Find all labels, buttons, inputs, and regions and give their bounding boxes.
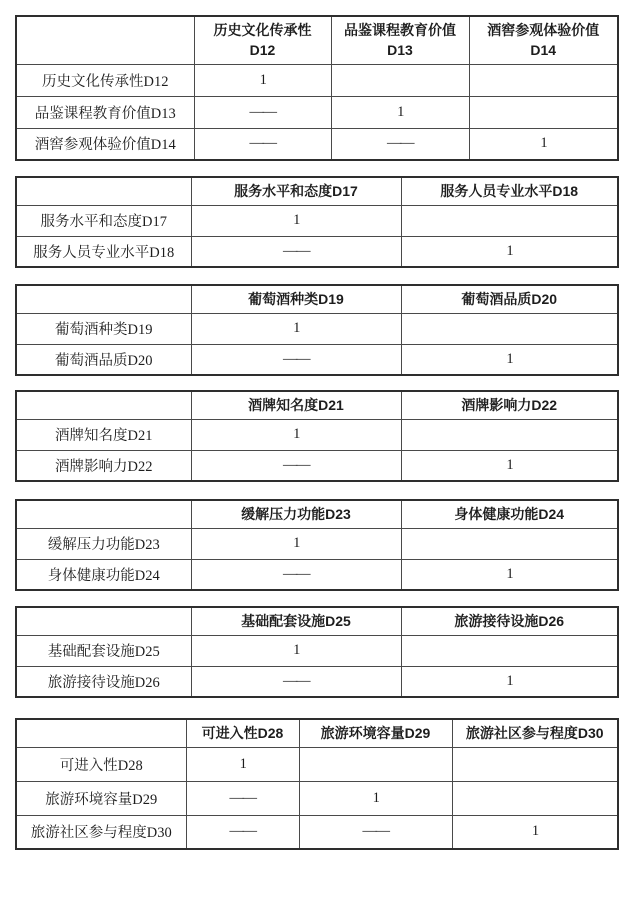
column-header <box>469 16 618 64</box>
matrix-cell: —— <box>331 128 469 160</box>
matrix-cell: 1 <box>191 528 401 559</box>
matrix-cell: 1 <box>401 344 618 375</box>
column-header <box>331 16 469 64</box>
table-row <box>16 419 618 450</box>
column-header-line: 品鉴课程教育价值 <box>344 22 456 39</box>
row-header: 历史文化传承性D12 <box>16 64 194 96</box>
column-header-line: D12 <box>249 42 276 59</box>
row-header: 酒牌知名度D21 <box>16 419 191 450</box>
column-header <box>194 16 331 64</box>
matrix-cell: —— <box>194 96 331 128</box>
row-header: 缓解压力功能D23 <box>16 528 191 559</box>
header-row <box>16 391 618 419</box>
header-row <box>16 285 618 313</box>
table-row <box>16 559 618 590</box>
table-row <box>16 635 618 666</box>
corner-cell <box>16 285 191 313</box>
matrix-cell: 1 <box>331 96 469 128</box>
corner-cell <box>16 500 191 528</box>
row-header: 葡萄酒品质D20 <box>16 344 191 375</box>
row-header: 酒牌影响力D22 <box>16 450 191 481</box>
row-header: 服务人员专业水平D18 <box>16 236 191 267</box>
column-header: 酒牌影响力D22 <box>401 391 618 419</box>
matrix-cell: 1 <box>299 781 452 815</box>
matrix-cell: —— <box>191 666 401 697</box>
matrix-cell: 1 <box>401 450 618 481</box>
column-header-line: 历史文化传承性 <box>213 22 312 39</box>
matrix-cell: —— <box>191 236 401 267</box>
matrix-cell: 1 <box>469 128 618 160</box>
page <box>0 15 632 850</box>
matrix-cell: —— <box>186 781 299 815</box>
matrix-cell: 1 <box>401 666 618 697</box>
row-header: 旅游环境容量D29 <box>16 781 186 815</box>
column-header: 可进入性D28 <box>186 719 299 747</box>
corner-cell <box>16 719 186 747</box>
row-header: 旅游社区参与程度D30 <box>16 815 186 849</box>
matrix-cell: —— <box>191 450 401 481</box>
column-header: 缓解压力功能D23 <box>191 500 401 528</box>
matrix-cell: 1 <box>401 559 618 590</box>
column-header: 身体健康功能D24 <box>401 500 618 528</box>
table-row <box>16 747 618 781</box>
header-row <box>16 500 618 528</box>
column-header: 酒牌知名度D21 <box>191 391 401 419</box>
table-row <box>16 313 618 344</box>
table-row <box>16 344 618 375</box>
matrix-cell: 1 <box>191 205 401 236</box>
matrix-cell: 1 <box>191 313 401 344</box>
table-row <box>16 128 618 160</box>
corner-cell <box>16 391 191 419</box>
matrix-cell <box>452 781 618 815</box>
matrix-cell: 1 <box>191 419 401 450</box>
matrix-cell <box>469 64 618 96</box>
matrix-cell: —— <box>191 344 401 375</box>
row-header: 服务水平和态度D17 <box>16 205 191 236</box>
row-header: 身体健康功能D24 <box>16 559 191 590</box>
table-row <box>16 450 618 481</box>
row-header: 基础配套设施D25 <box>16 635 191 666</box>
matrix-cell <box>401 635 618 666</box>
pairwise-matrix-d28-d30 <box>15 718 619 850</box>
column-header: 旅游环境容量D29 <box>299 719 452 747</box>
column-header: 基础配套设施D25 <box>191 607 401 635</box>
column-header: 葡萄酒品质D20 <box>401 285 618 313</box>
table-row <box>16 528 618 559</box>
matrix-cell <box>452 747 618 781</box>
column-header: 服务人员专业水平D18 <box>401 177 618 205</box>
corner-cell <box>16 16 194 64</box>
header-row <box>16 719 618 747</box>
table-row <box>16 64 618 96</box>
matrix-cell: —— <box>186 815 299 849</box>
matrix-cell: —— <box>191 559 401 590</box>
pairwise-matrix-d19-d20 <box>15 284 619 376</box>
pairwise-matrix-d12-d14 <box>15 15 619 161</box>
row-header: 品鉴课程教育价值D13 <box>16 96 194 128</box>
column-header: 服务水平和态度D17 <box>191 177 401 205</box>
pairwise-matrix-d25-d26 <box>15 606 619 698</box>
table-row <box>16 96 618 128</box>
matrix-cell <box>331 64 469 96</box>
matrix-cell: —— <box>194 128 331 160</box>
header-row <box>16 607 618 635</box>
matrix-cell: 1 <box>186 747 299 781</box>
table-row <box>16 236 618 267</box>
matrix-cell: 1 <box>452 815 618 849</box>
matrix-cell <box>469 96 618 128</box>
matrix-cell <box>401 205 618 236</box>
matrix-cell: 1 <box>191 635 401 666</box>
column-header: 旅游社区参与程度D30 <box>452 719 618 747</box>
row-header: 葡萄酒种类D19 <box>16 313 191 344</box>
column-header-line: D13 <box>387 42 413 59</box>
matrix-cell <box>401 313 618 344</box>
pairwise-matrix-d17-d18 <box>15 176 619 268</box>
table-row <box>16 781 618 815</box>
table-row <box>16 815 618 849</box>
column-header: 葡萄酒种类D19 <box>191 285 401 313</box>
matrix-cell <box>401 528 618 559</box>
header-row <box>16 177 618 205</box>
pairwise-matrix-d23-d24 <box>15 499 619 591</box>
matrix-cell: 1 <box>194 64 331 96</box>
table-row <box>16 666 618 697</box>
matrix-cell <box>299 747 452 781</box>
corner-cell <box>16 607 191 635</box>
corner-cell <box>16 177 191 205</box>
header-row <box>16 16 618 64</box>
matrix-cell <box>401 419 618 450</box>
pairwise-matrix-d21-d22 <box>15 390 619 482</box>
row-header: 可进入性D28 <box>16 747 186 781</box>
matrix-cell: 1 <box>401 236 618 267</box>
column-header-line: 酒窖参观体验价值 <box>487 22 600 39</box>
row-header: 酒窖参观体验价值D14 <box>16 128 194 160</box>
row-header: 旅游接待设施D26 <box>16 666 191 697</box>
matrix-cell: —— <box>299 815 452 849</box>
column-header-line: D14 <box>530 42 557 59</box>
column-header: 旅游接待设施D26 <box>401 607 618 635</box>
table-row <box>16 205 618 236</box>
